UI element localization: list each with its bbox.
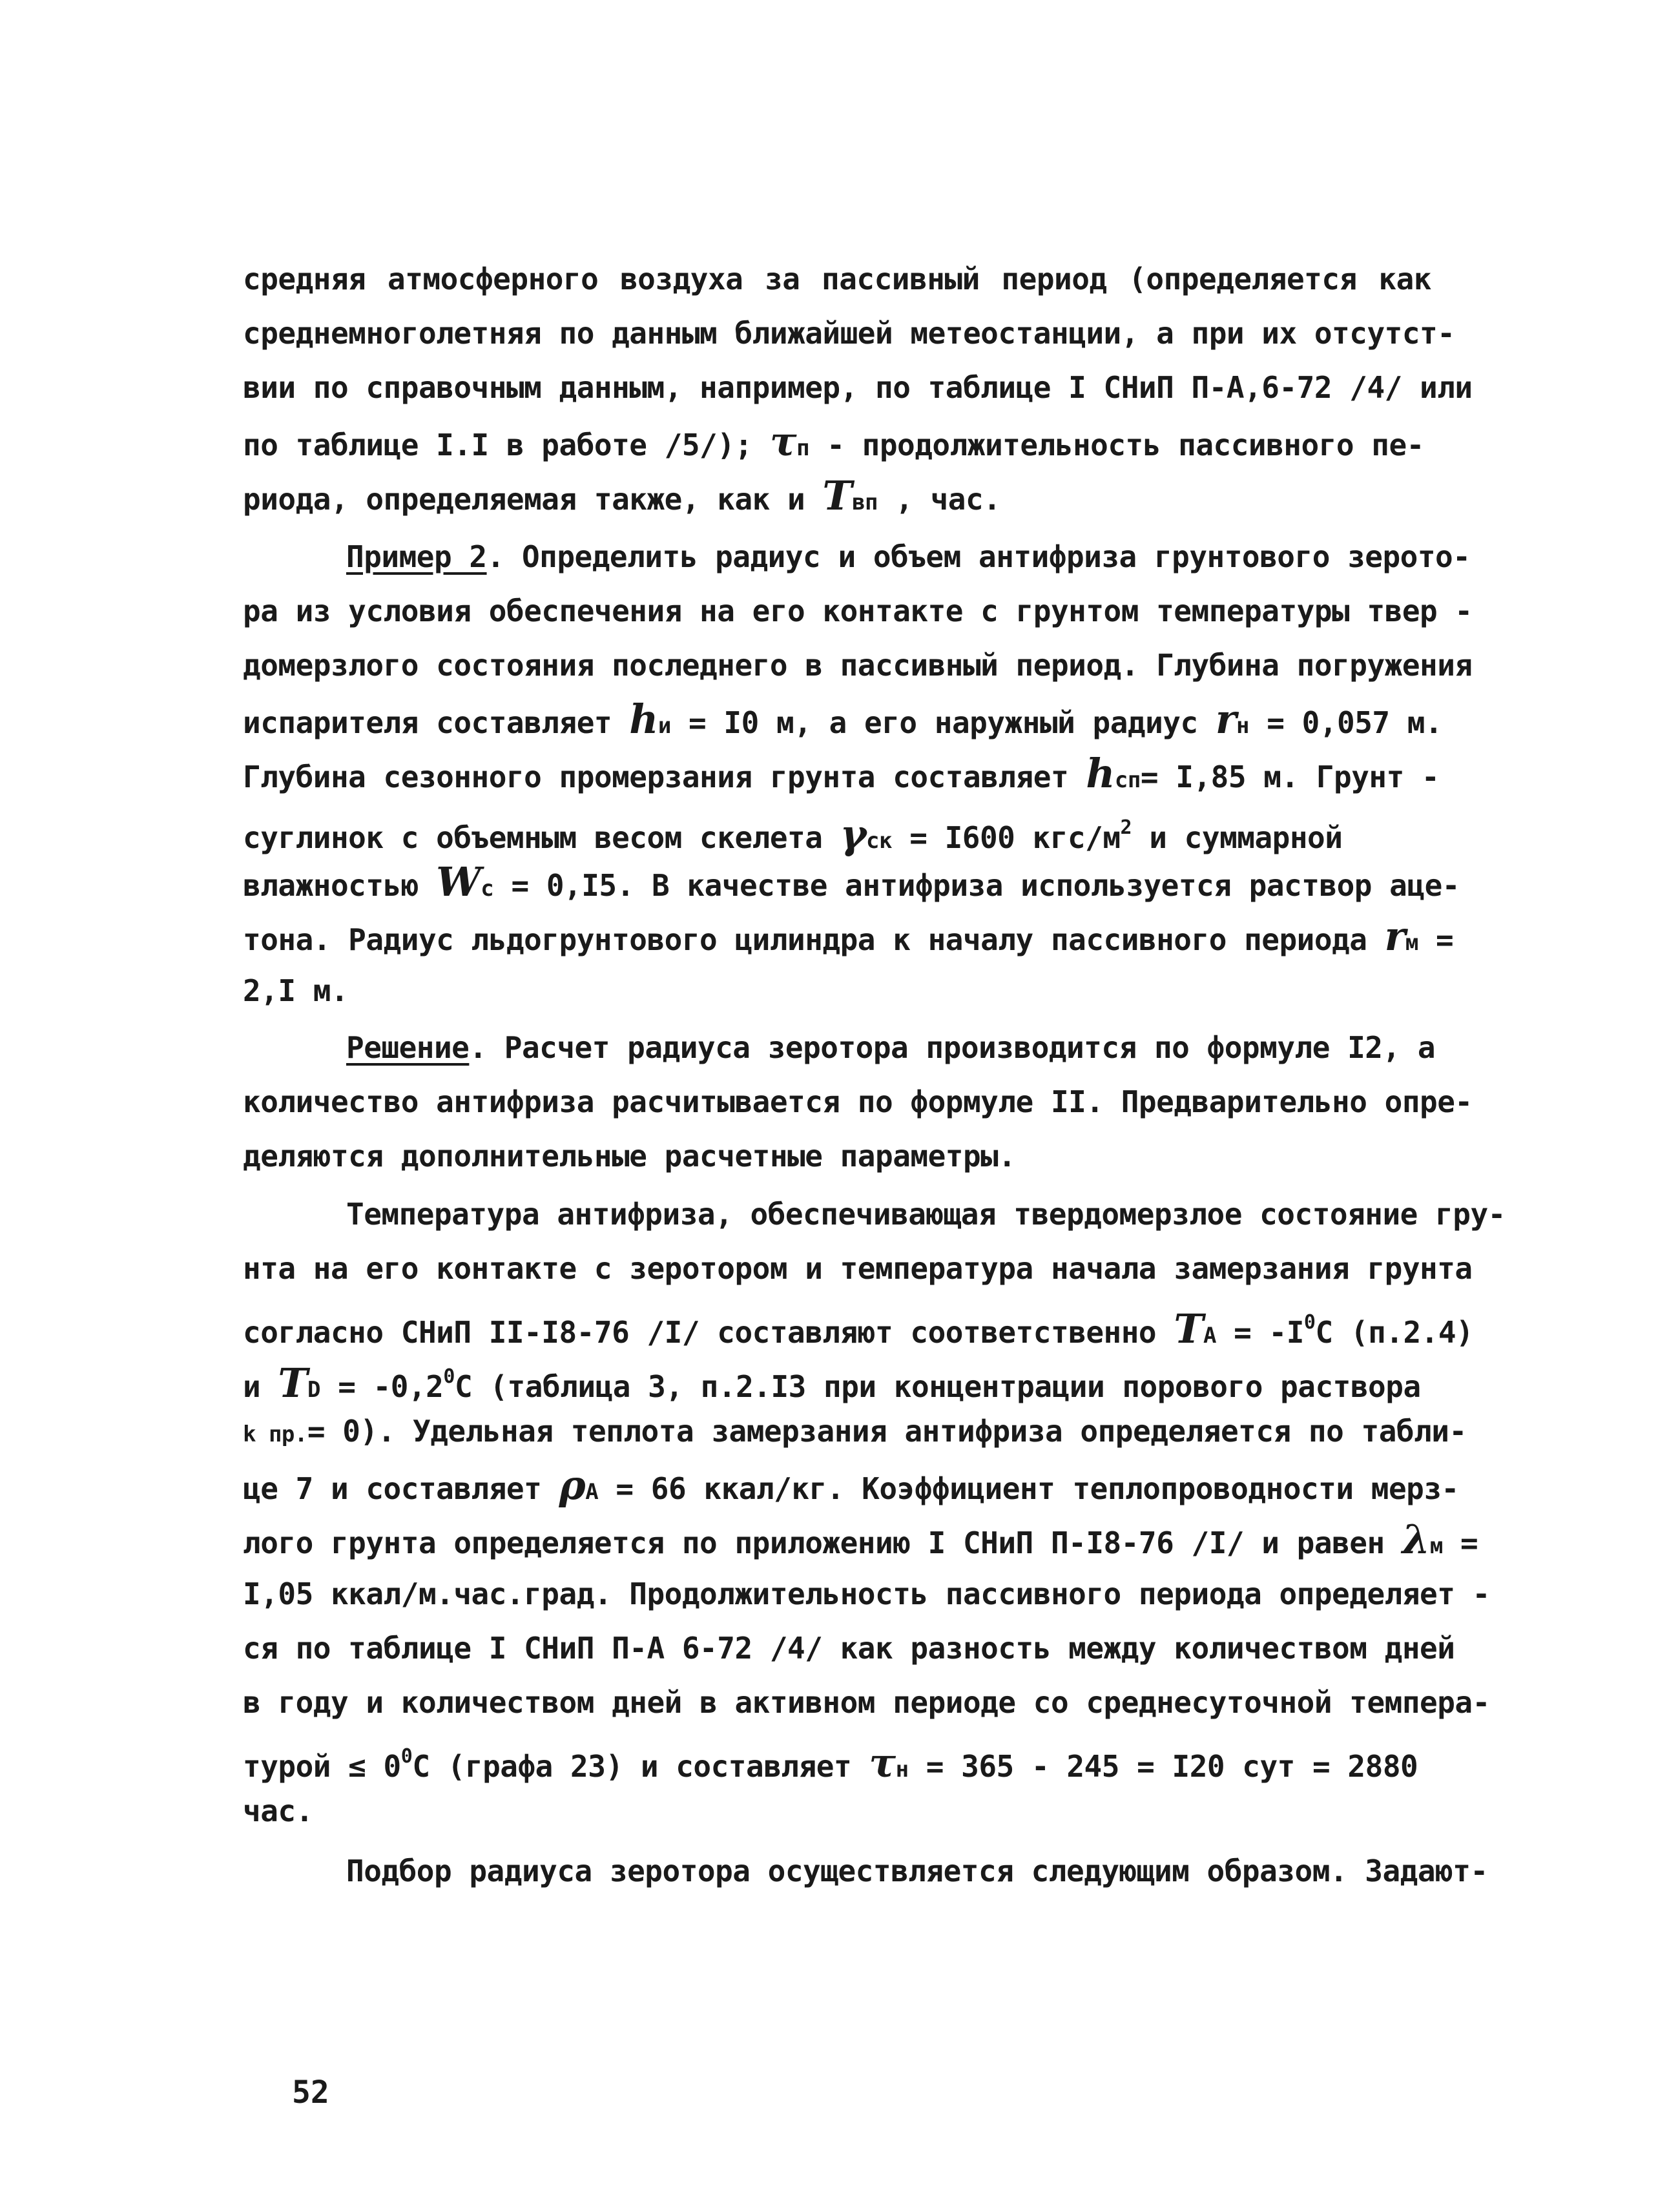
text-line: деляются дополнительные расчетные параметры. (243, 1139, 1016, 1173)
w-symbol: W (436, 858, 481, 905)
example-heading: Пример 2 (346, 539, 487, 574)
t-symbol: T (278, 1359, 308, 1407)
text-line: количество антифриза расчитывается по формуле II. Предварительно опре- (243, 1084, 1473, 1119)
text-line: k пр.= 0). Удельная теплота замерзания антифриза определяется по табли- (243, 1414, 1467, 1449)
text-line: риода, определяемая также, как и Tвп , час. (243, 472, 1001, 519)
solution-heading: Решение (346, 1030, 470, 1065)
text-line: среднемноголетняя по данным ближайшей метеостанции, а при их отсутст- (243, 316, 1455, 351)
text-line: влажностью Wс = 0,I5. В качестве антифриза используется раствор аце- (243, 858, 1460, 905)
lambda-symbol: λ (1402, 1516, 1430, 1563)
text-line: Решение. Расчет радиуса зеротора производится по формуле I2, а (346, 1030, 1436, 1065)
k-pr-symbol: k пр. (243, 1421, 307, 1447)
text-line: лого грунта определяется по приложению I СНиП П-I8-76 /I/ и равен λм = (243, 1516, 1478, 1563)
text-line: нта на его контакте с зеротором и температура начала замерзания грунта (243, 1251, 1473, 1286)
t-symbol: T (822, 472, 853, 519)
text-line: суглинок с объемным весом скелета γск = I600 кгс/$м^2$ и суммарной (243, 811, 1343, 858)
r-symbol: r (1215, 696, 1237, 743)
text-line: Пример 2. Определить радиус и объем антифриза грунтового зерото- (346, 539, 1471, 574)
r-symbol: r (1384, 913, 1405, 960)
paragraph-parameters (243, 1187, 1506, 1838)
text-line: час. (243, 1793, 313, 1828)
text-line: по таблице I.I в работе /5/); τп - продолжительность пассивного пе- (243, 418, 1424, 465)
gamma-symbol: γ (840, 811, 867, 858)
text-line: в году и количеством дней в активном периоде со среднесуточной темпера- (243, 1685, 1490, 1720)
text-line: ра из условия обеспечения на его контакте с грунтом температуры твер - (243, 594, 1473, 628)
text-line: средняя атмосферного воздуха за пассивный период (определяется как (243, 262, 1431, 296)
text-line: Подбор радиуса зеротора осуществляется следующим образом. Задают- (346, 1854, 1488, 1888)
text-line: тона. Радиус льдогрунтового цилиндра к началу пассивного периода rм = (243, 913, 1454, 960)
text-line: 2,I м. (243, 973, 349, 1008)
text-line: турой ≤ $0^0С$ (графа 23) и составляет τн = 365 - 245 = I20 сут = 2880 (243, 1739, 1418, 1786)
paragraph-intro (243, 252, 1473, 523)
h-symbol: h (629, 696, 658, 743)
t-symbol: T (1174, 1305, 1203, 1352)
text-line: вии по справочным данным, например, по таблице I СНиП П-А,6-72 /4/ или (243, 370, 1473, 405)
text-line: и TD = $-0,2^0С$ (таблица 3, п.2.I3 при концентрации порового раствора (243, 1359, 1421, 1407)
text-line: це 7 и составляет ρА = 66 ккал/кг. Коэффициент теплопроводности мерз- (243, 1462, 1459, 1509)
text-line: Температура антифриза, обеспечивающая твердомерзлое состояние гру- (346, 1197, 1506, 1232)
tau-symbol: τ (769, 418, 797, 465)
rho-symbol: ρ (559, 1462, 586, 1509)
text-line: согласно СНиП II-I8-76 /I/ составляют соответственно TА = $-I^0С$ (п.2.4) (243, 1305, 1474, 1352)
text-line: Глубина сезонного промерзания грунта составляет hсп= I,85 м. Грунт - (243, 750, 1440, 797)
text-line: испарителя составляет hи = I0 м, а его наружный радиус rн = 0,057 м. (243, 696, 1443, 743)
paragraph-solution (243, 1020, 1473, 1183)
paragraph-example-2 (243, 530, 1473, 1018)
h-symbol: h (1086, 750, 1115, 797)
text-line: ся по таблице I СНиП П-А 6-72 /4/ как разность между количеством дней (243, 1631, 1455, 1666)
paragraph-selection (243, 1844, 1488, 1898)
text-line: I,05 ккал/м.час.град. Продолжительность пассивного периода определяет - (243, 1576, 1490, 1611)
page-number: 52 (292, 2074, 329, 2111)
tau-symbol: τ (869, 1739, 896, 1786)
text-line: домерзлого состояния последнего в пассивный период. Глубина погружения (243, 648, 1473, 683)
